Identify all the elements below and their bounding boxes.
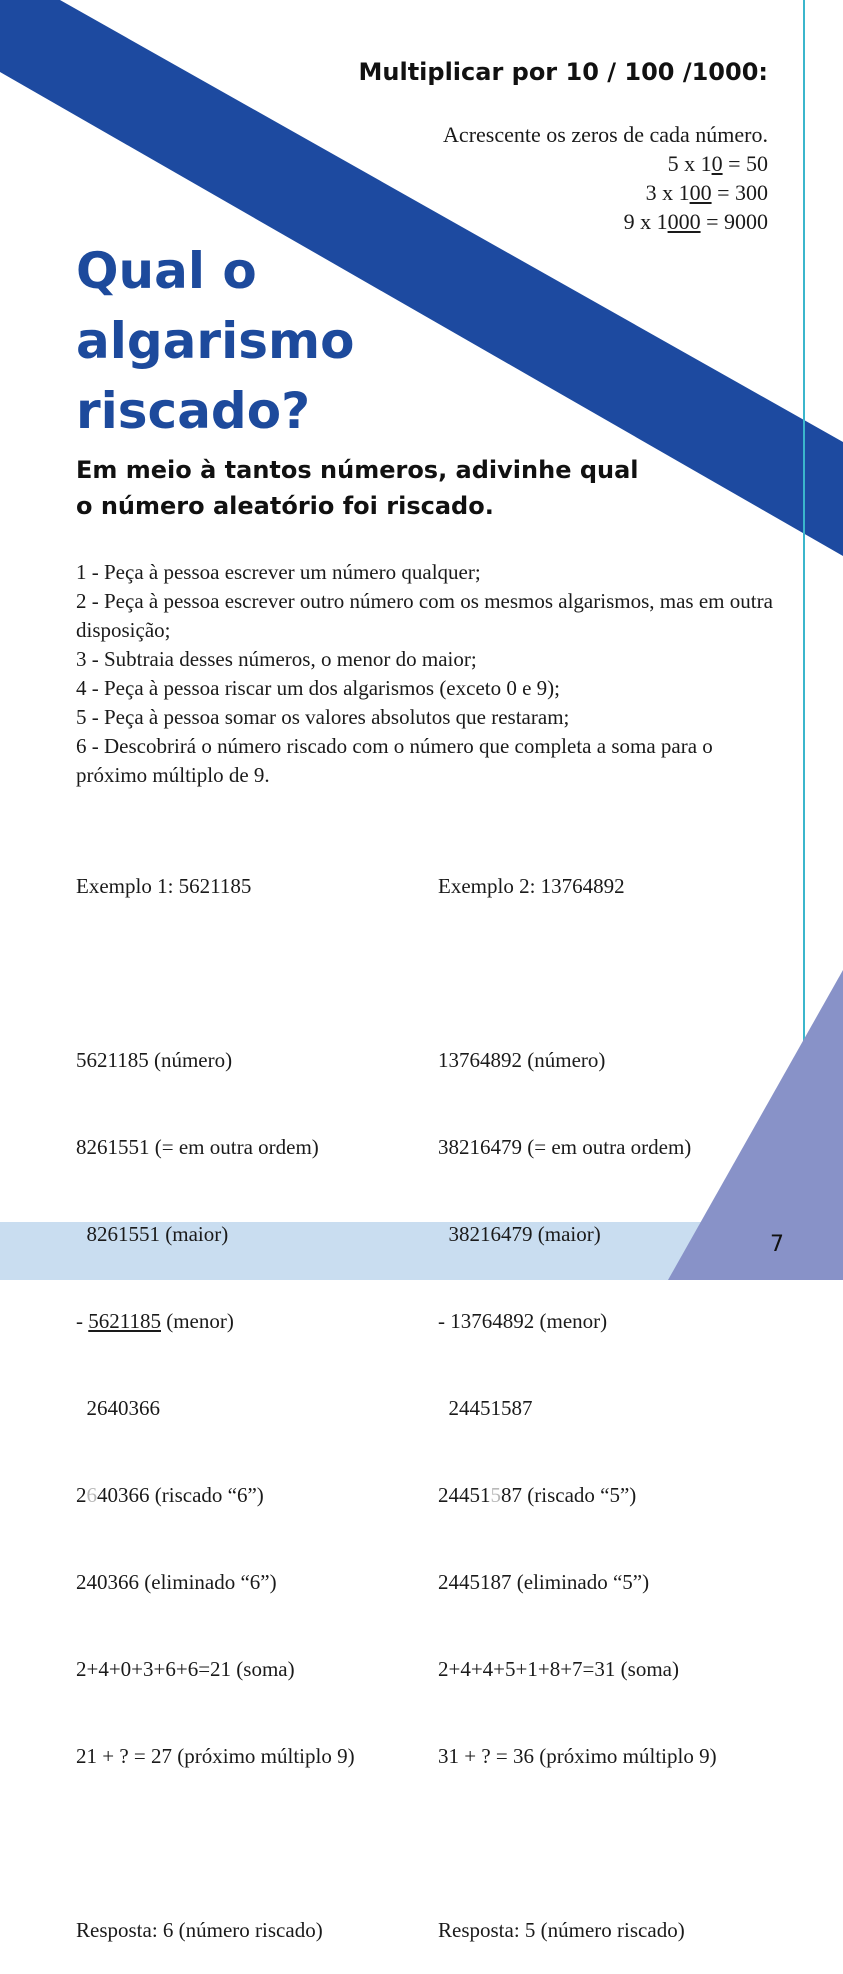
subtitle bbox=[76, 452, 716, 524]
step-item: 1 - Peça à pessoa escrever um número qualquer; bbox=[76, 560, 481, 584]
example-sum: 2+4+4+5+1+8+7=31 (soma) bbox=[438, 1657, 679, 1681]
blank-line bbox=[438, 1829, 717, 1858]
example-reordered: 38216479 (= em outra ordem) bbox=[438, 1135, 692, 1159]
example-sum: 2+4+0+3+6+6=21 (soma) bbox=[76, 1657, 295, 1681]
example-number: 5621185 (número) bbox=[76, 1048, 233, 1072]
example-1 bbox=[76, 814, 355, 1974]
example-result: 2640366 bbox=[76, 1396, 160, 1420]
struck-digit: 6 bbox=[86, 1483, 97, 1507]
example-struck: 2640366 (riscado “6”) bbox=[76, 1483, 264, 1507]
example-struck: 24451587 (riscado “5”) bbox=[438, 1483, 637, 1507]
example-2 bbox=[438, 814, 717, 1974]
example-answer: Resposta: 6 (número riscado) bbox=[76, 1918, 323, 1942]
example-eliminated: 240366 (eliminado “6”) bbox=[76, 1570, 277, 1594]
multiply-example-1000: 9 x 1000 = 9000 bbox=[623, 209, 768, 234]
multiply-example-10: 5 x 10 = 50 bbox=[667, 151, 768, 176]
example-answer: Resposta: 5 (número riscado) bbox=[438, 1918, 685, 1942]
blank-line bbox=[76, 1829, 355, 1858]
example-reordered: 8261551 (= em outra ordem) bbox=[76, 1135, 319, 1159]
example-smaller: - 13764892 (menor) bbox=[438, 1309, 608, 1333]
example-eliminated: 2445187 (eliminado “5”) bbox=[438, 1570, 650, 1594]
example-header: Exemplo 1: 5621185 bbox=[76, 874, 252, 898]
example-header: Exemplo 2: 13764892 bbox=[438, 874, 625, 898]
struck-digit: 5 bbox=[490, 1483, 501, 1507]
example-result: 24451587 bbox=[438, 1396, 533, 1420]
page-title bbox=[76, 236, 496, 446]
step-item: 5 - Peça à pessoa somar os valores absolutos que restaram; bbox=[76, 705, 570, 729]
blank-line bbox=[438, 959, 717, 988]
multiply-intro: Acrescente os zeros de cada número. bbox=[443, 122, 768, 147]
step-item: 6 - Descobrirá o número riscado com o número que completa a soma para o próximo múltiplo de 9. bbox=[76, 734, 713, 787]
title-line: riscado? bbox=[76, 382, 311, 440]
title-line: Qual o bbox=[76, 242, 257, 300]
multiply-example-100: 3 x 100 = 300 bbox=[645, 180, 768, 205]
title-line: algarismo bbox=[76, 312, 355, 370]
example-next-multiple: 31 + ? = 36 (próximo múltiplo 9) bbox=[438, 1744, 717, 1768]
step-item: 2 - Peça à pessoa escrever outro número com os mesmos algarismos, mas em outra disposição; bbox=[76, 589, 773, 642]
blank-line bbox=[76, 959, 355, 988]
steps-list bbox=[76, 558, 776, 790]
example-bigger: 8261551 (maior) bbox=[76, 1222, 229, 1246]
example-smaller: - 5621185 (menor) bbox=[76, 1309, 234, 1333]
step-item: 4 - Peça à pessoa riscar um dos algarismos (exceto 0 e 9); bbox=[76, 676, 561, 700]
subtitle-line: o número aleatório foi riscado. bbox=[76, 492, 494, 520]
step-item: 3 - Subtraia desses números, o menor do maior; bbox=[76, 647, 477, 671]
page-number: 7 bbox=[770, 1232, 784, 1257]
example-next-multiple: 21 + ? = 27 (próximo múltiplo 9) bbox=[76, 1744, 355, 1768]
subtitle-line: Em meio à tantos números, adivinhe qual bbox=[76, 456, 639, 484]
multiply-examples bbox=[443, 120, 768, 236]
example-bigger: 38216479 (maior) bbox=[438, 1222, 601, 1246]
example-number: 13764892 (número) bbox=[438, 1048, 606, 1072]
multiply-title: Multiplicar por 10 / 100 /1000: bbox=[358, 58, 768, 86]
